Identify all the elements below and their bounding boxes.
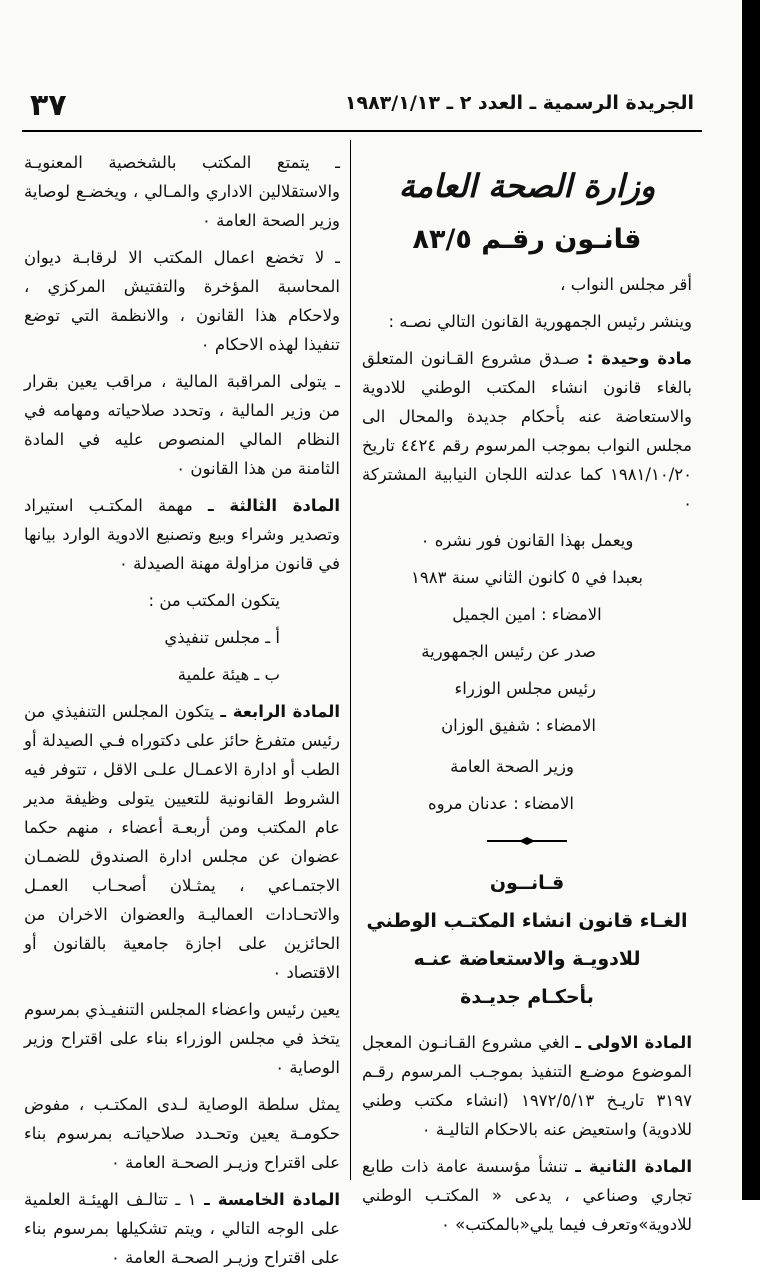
signature-minister: الامضاء : عدنان مروه xyxy=(427,794,574,813)
prime-minister-title: رئيس مجلس الوزراء xyxy=(454,679,596,698)
article-2-text: تنشأ مؤسسة عامة ذات طابع تجاري وصناعي ، يدعى « المكتـب الوطني للادوية»وتعرف فيما يلي«بالمكتب» ٠ xyxy=(362,1157,692,1234)
signing-date: بعبدا في ٥ كانون الثاني سنة ١٩٨٣ xyxy=(411,568,643,587)
intro-line-1: أقر مجلس النواب ، xyxy=(560,275,692,294)
law-number: قانـون رقـم ٨٣/٥ xyxy=(412,224,642,255)
article-3 xyxy=(24,491,340,578)
effective-clause: ويعمل بهذا القانون فور نشره ٠ xyxy=(420,531,634,550)
article-5-text: ١ ـ تتالـف الهيئـة العلمية على الوجه التالي ، ويتم تشكيلها بمرسوم بناء على اقتراح وزيـر الصحـة العامة ٠ xyxy=(24,1190,340,1267)
article-1 xyxy=(362,1028,692,1144)
article-1-text: الغي مشروع القـانـون المعجل الموضوع موضـع التنفيذ بموجـب المرسوم رقـم ٣١٩٧ تاريـخ ١٩٧٢/٥/١٣ (انشاء مكتب وطني للادوية) واستعيض عنه بالاحكام التاليـة ٠ xyxy=(362,1033,692,1139)
left-column xyxy=(24,148,340,1280)
article-2 xyxy=(362,1152,692,1239)
article-5-label: المادة الخامسة ـ xyxy=(204,1190,340,1209)
ornament-divider xyxy=(487,836,567,846)
article-4-text: يتكون المجلس التنفيذي من رئيس متفرغ حائز على دكتوراه فـي الصيدلة أو الطب أو ادارة الاعمـال علـى الاقل ، تتوفر فيه الشروط القانونية للتعيين يتولى وظيفة مدير عام المكتب ومن أربعـة أعضاء ، منهم حكما عضوان عن مجلس ادارة الصندوق للضمـان الاجتمـاعي ، يمثـلان أصحـاب العمـل والاتحـادات العماليـة والعضوان الاخران من الحائزين على اجازة جامعية بالقانون أو الاقتصاد ٠ xyxy=(24,702,340,982)
single-article-text: صـدق مشروع القـانون المتعلق بالغاء قانون انشاء المكتب الوطني للادوية والاستعاضة عنه بأحكام جديدة والمحال الى مجلس النواب بموجب المرسوم رقم ٤٤٢٤ تاريخ ١٩٨١/١٠/٢٠ كما عدلته اللجان النيابية المشتركة ٠ xyxy=(362,349,692,513)
paragraph-appointment: يعين رئيس واعضاء المجلس التنفيـذي بمرسوم يتخذ في مجلس الوزراء بناء على اقتراح وزير الوصاية ٠ xyxy=(24,1000,340,1077)
minister-title: وزير الصحة العامة xyxy=(450,757,574,776)
single-article xyxy=(362,344,692,518)
ministry-title: وزارة الصحة العامة xyxy=(398,167,656,205)
article-3-text: مهمة المكتـب استيراد وتصدير وشراء وبيع وتصنيع الادوية الوارد بيانها في قانون مزاولة مهنة الصيدلة ٠ xyxy=(24,496,340,573)
article-2-label: المادة الثانية ـ xyxy=(575,1157,692,1176)
paragraph-tutelage: يمثل سلطة الوصاية لـدى المكتـب ، مفوض حكومـة يعين وتحـدد صلاحياتـه بمرسوم بناء على اقتراح وزيـر الصحـة العامة ٠ xyxy=(24,1095,340,1172)
composition-item-b: ب ـ هيئة علمية xyxy=(177,665,280,684)
column-divider xyxy=(350,140,351,1180)
right-column xyxy=(362,148,692,1247)
single-article-label: مادة وحيدة : xyxy=(586,349,692,368)
article-5 xyxy=(24,1185,340,1272)
scan-edge xyxy=(744,0,760,1200)
law-title-line-1: الغـاء قانون انشاء المكتـب الوطني xyxy=(366,910,688,932)
article-1-label: المادة الاولى ـ xyxy=(575,1033,692,1052)
running-header: الجريدة الرسمية ـ العدد ٢ ـ ١٩٨٣/١/١٣ xyxy=(344,92,694,114)
law-heading: قـانــون xyxy=(489,872,565,894)
paragraph-financial-control: ـ يتولى المراقبة المالية ، مراقب يعين بقرار من وزير المالية ، وتحدد صلاحياته ومهامه في النظام المالي المنصوص عليه في المادة الثامنة من هذا القانون ٠ xyxy=(24,372,340,478)
paragraph-audit: ـ لا تخضع اعمال المكتب الا لرقابـة ديوان المحاسبة المؤخرة والتفتيش المركزي ، ولاحكام هذا القانون ، والانظمة التي توضع تنفيذا لهذه الاحكام ٠ xyxy=(24,248,340,354)
article-4 xyxy=(24,697,340,987)
page-number: ٣٧ xyxy=(30,88,67,123)
signature-president: الامضاء : امين الجميل xyxy=(452,605,602,624)
intro-line-2: وينشر رئيس الجمهورية القانون التالي نصـه : xyxy=(388,312,692,331)
composition-item-a: أ ـ مجلس تنفيذي xyxy=(164,628,280,647)
article-3-label: المادة الثالثة ـ xyxy=(208,496,341,515)
law-title-line-3: بأحكـام جديـدة xyxy=(460,986,594,1008)
law-title-line-2: للادويـة والاستعاضة عنـه xyxy=(413,948,641,970)
header-rule xyxy=(22,130,702,132)
composition-intro: يتكون المكتب من : xyxy=(148,591,280,610)
signature-prime-minister: الامضاء : شفيق الوزان xyxy=(441,716,596,735)
issued-by-line: صدر عن رئيس الجمهورية xyxy=(421,642,596,661)
paragraph-legal-personality: ـ يتمتع المكتب بالشخصية المعنويـة والاستقلالين الاداري والمـالي ، ويخضـع لوصاية وزير الصحة العامة ٠ xyxy=(24,153,340,230)
article-4-label: المادة الرابعة ـ xyxy=(220,702,341,721)
